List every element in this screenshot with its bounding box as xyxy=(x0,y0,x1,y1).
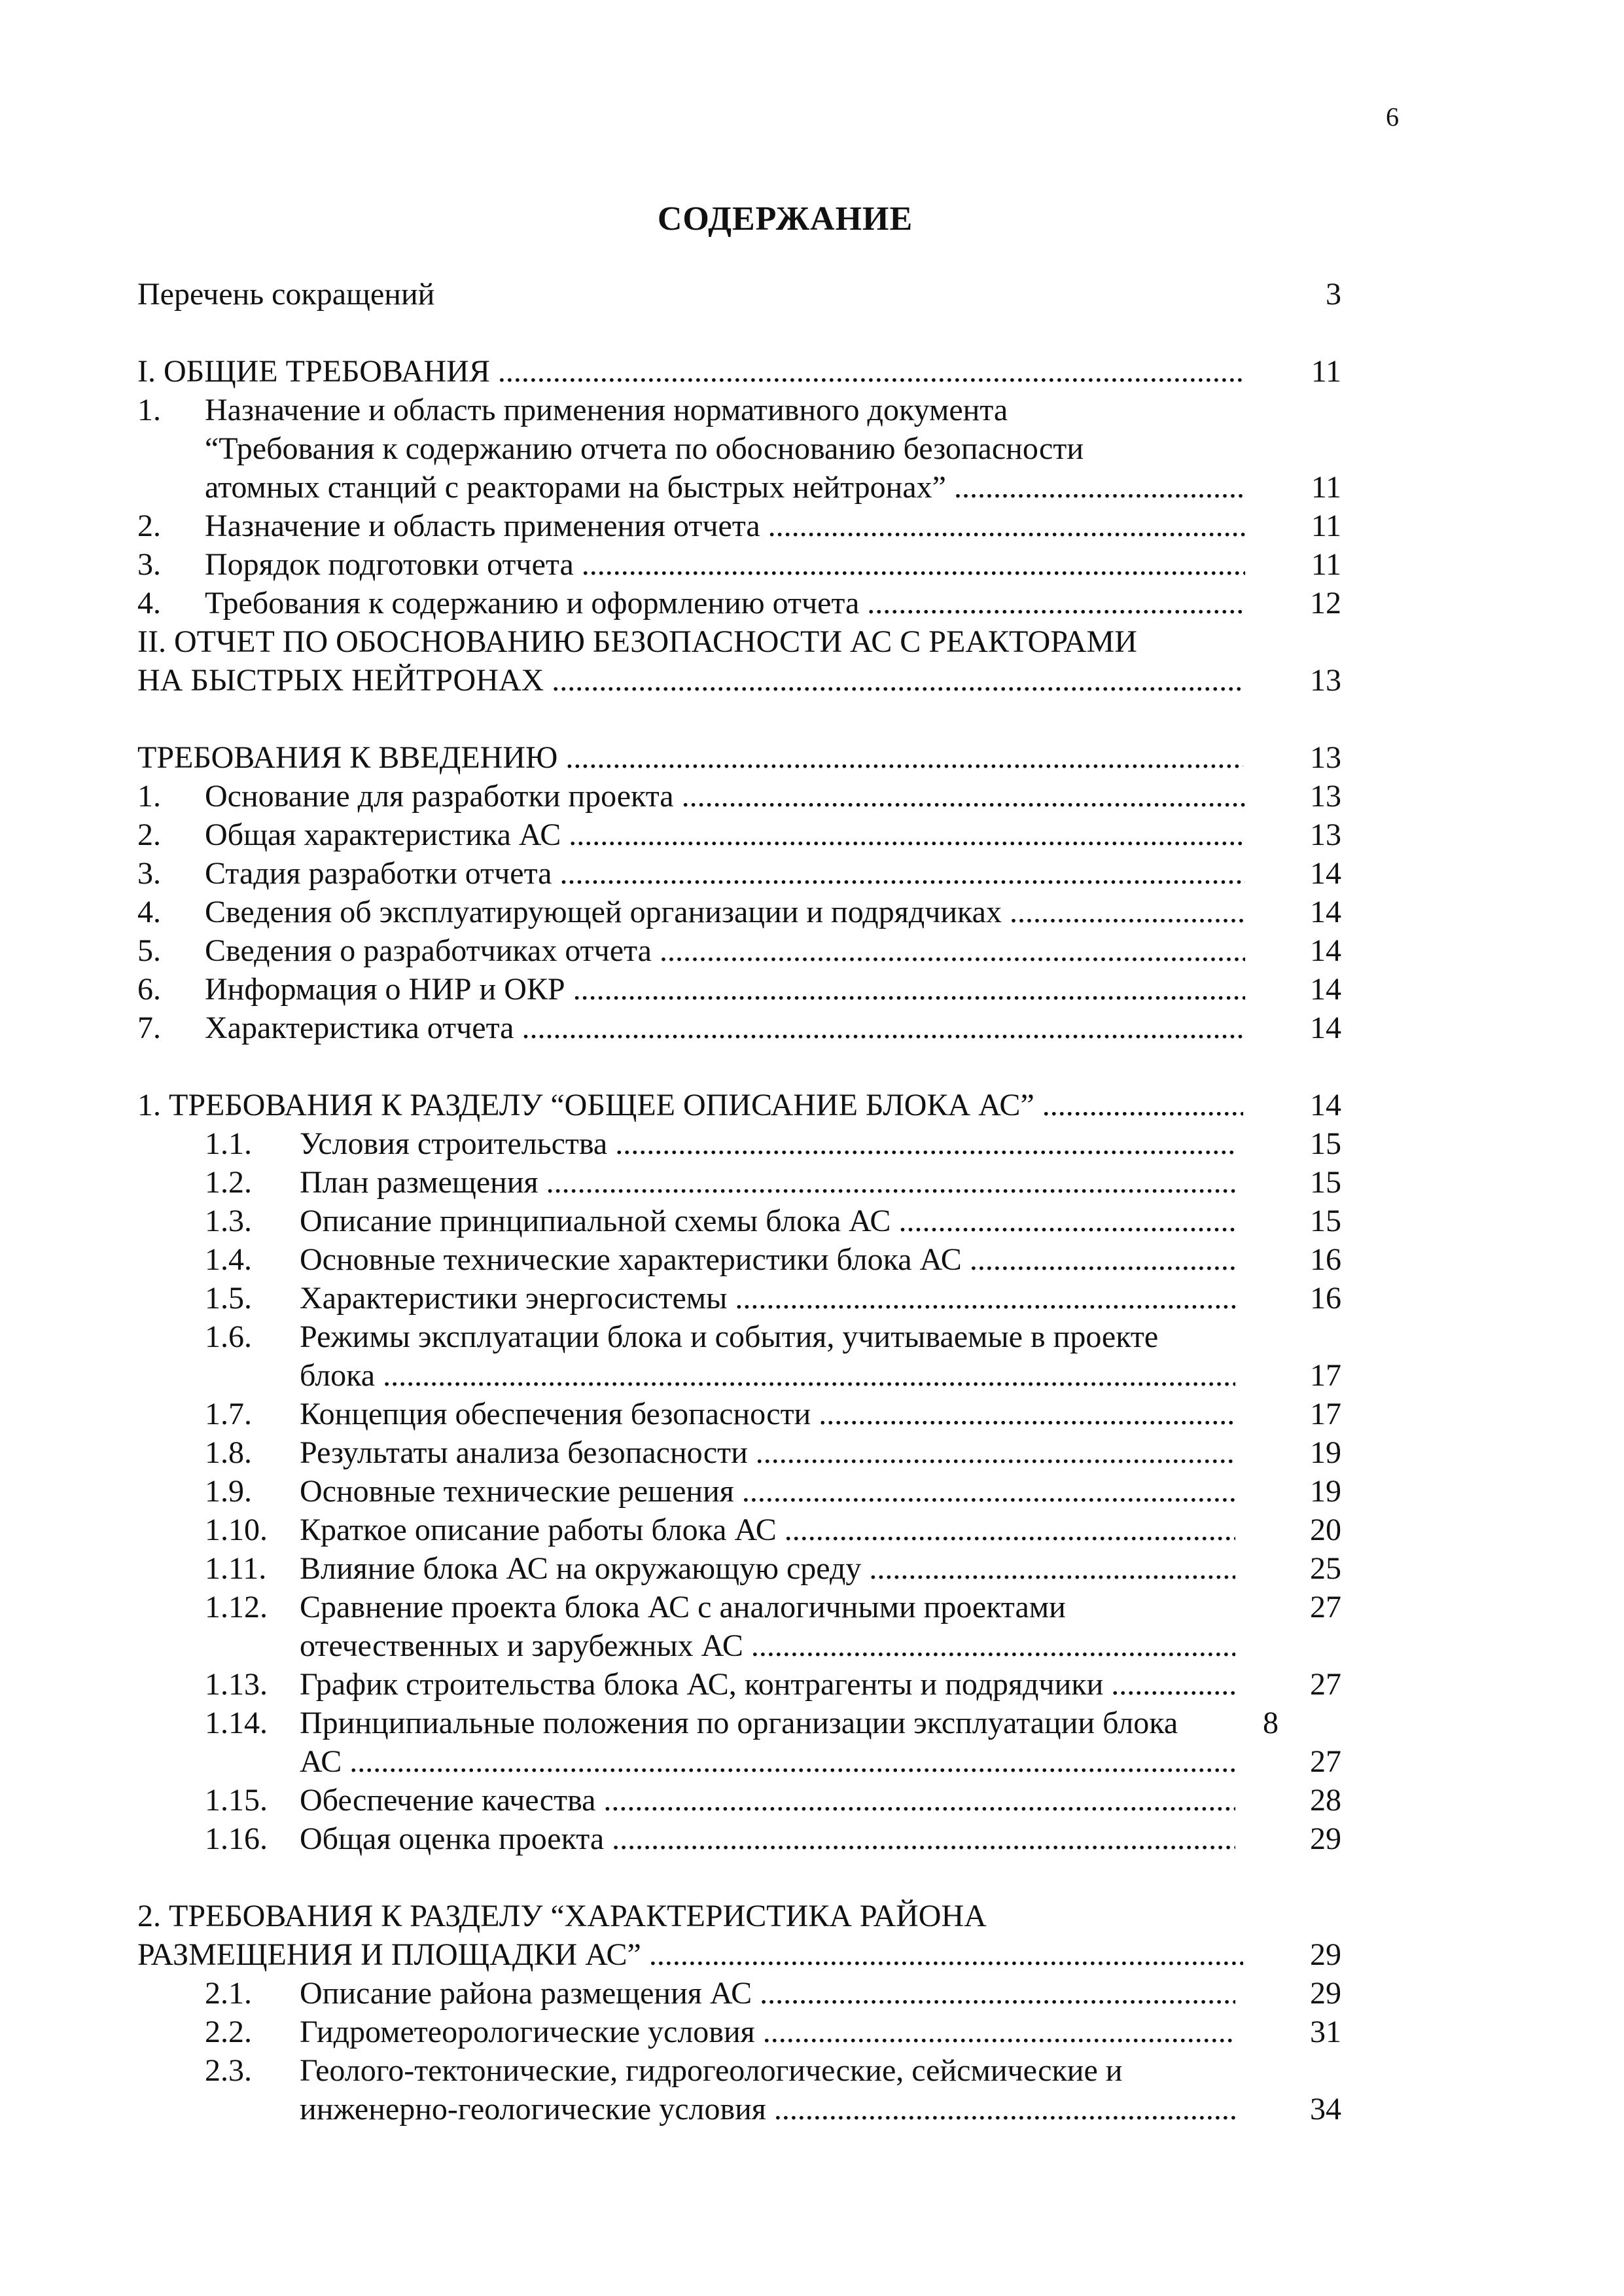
toc-entry-page: 29 xyxy=(1310,1937,1341,1972)
toc-entry-number: 7. xyxy=(137,1011,161,1045)
toc-entry xyxy=(0,1974,1624,2013)
toc-entry-number: 1. xyxy=(137,779,161,814)
toc-entry-page: 14 xyxy=(1310,856,1341,891)
toc-entry-title: Порядок подготовки отчета ..... xyxy=(205,545,1245,584)
toc-entry-page: 27 xyxy=(1310,1744,1341,1779)
toc-entry-title: Концепция обеспечения безопасности ..... xyxy=(300,1395,1235,1433)
table-of-contents xyxy=(0,275,1624,2128)
toc-entry xyxy=(0,1279,1624,1318)
toc-entry xyxy=(0,1318,1624,1356)
toc-entry-page: 11 xyxy=(1311,547,1341,582)
toc-entry-title: Требования к содержанию и оформлению отчета ..... xyxy=(205,584,1245,622)
toc-entry-title: II. ОТЧЕТ ПО ОБОСНОВАНИЮ БЕЗОПАСНОСТИ АС С РЕАКТОРАМИ xyxy=(137,624,1137,659)
toc-entry-page: 15 xyxy=(1310,1126,1341,1161)
toc-entry-title: Общая оценка проекта ..... xyxy=(300,1820,1235,1858)
toc-entry xyxy=(0,2013,1624,2051)
toc-entry-page: 11 xyxy=(1311,509,1341,543)
toc-entry-page: 27 xyxy=(1310,1590,1341,1624)
toc-entry xyxy=(0,1704,1624,1742)
toc-entry-title: 2. ТРЕБОВАНИЯ К РАЗДЕЛУ “ХАРАКТЕРИСТИКА РАЙОНА xyxy=(137,1899,987,1933)
toc-entry-page: 3 xyxy=(1326,277,1341,312)
toc-entry xyxy=(0,545,1624,584)
toc-entry xyxy=(0,1124,1624,1163)
toc-entry-page: 14 xyxy=(1310,895,1341,929)
toc-entry-title: Принципиальные положения по организации эксплуатации блока xyxy=(300,1706,1178,1740)
toc-entry xyxy=(0,1549,1624,1588)
toc-entry xyxy=(0,1433,1624,1472)
toc-entry-number: 1.4. xyxy=(205,1242,252,1277)
toc-entry xyxy=(0,854,1624,893)
toc-entry-title: Основные технические решения ..... xyxy=(300,1472,1235,1511)
toc-entry xyxy=(0,352,1624,391)
toc-entry-number: 5. xyxy=(137,933,161,968)
toc-entry xyxy=(0,738,1624,777)
toc-entry-number: 1.12. xyxy=(205,1590,268,1624)
toc-entry-number: 3. xyxy=(137,856,161,891)
toc-entry-page: 19 xyxy=(1310,1435,1341,1470)
toc-entry-number: 1.5. xyxy=(205,1281,252,1316)
toc-entry-page: 14 xyxy=(1310,972,1341,1007)
toc-entry xyxy=(0,1163,1624,1202)
toc-entry-page: 17 xyxy=(1310,1397,1341,1431)
toc-entry-page: 14 xyxy=(1310,933,1341,968)
toc-entry xyxy=(0,1009,1624,1047)
toc-entry-number: 1.11. xyxy=(205,1551,267,1586)
toc-entry-number: 1. xyxy=(137,393,161,427)
toc-entry-page: 16 xyxy=(1310,1242,1341,1277)
page-number: 6 xyxy=(1386,102,1399,132)
toc-entry-page: 34 xyxy=(1310,2092,1341,2126)
toc-entry-title: Геолого-тектонические, гидрогеологические, сейсмические и xyxy=(300,2053,1123,2088)
toc-entry-number: 1.14. xyxy=(205,1706,268,1740)
toc-entry-title: Основание для разработки проекта ..... xyxy=(205,777,1245,816)
toc-entry-extra-mark: 8 xyxy=(1263,1706,1279,1740)
toc-entry xyxy=(0,1588,1624,1626)
toc-entry-number: 1.10. xyxy=(205,1513,268,1547)
toc-entry xyxy=(0,893,1624,931)
toc-entry xyxy=(0,970,1624,1009)
toc-entry-page: 14 xyxy=(1310,1011,1341,1045)
toc-entry-title: Назначение и область применения отчета ..... xyxy=(205,507,1245,545)
toc-entry-number: 1.7. xyxy=(205,1397,252,1431)
toc-entry-title: НА БЫСТРЫХ НЕЙТРОНАХ ..... xyxy=(137,661,1243,700)
toc-entry-title: Характеристики энергосистемы ..... xyxy=(300,1279,1235,1318)
toc-entry-title: Обеспечение качества ..... xyxy=(300,1781,1235,1820)
toc-entry xyxy=(0,1781,1624,1820)
toc-entry xyxy=(0,816,1624,854)
toc-entry-title: Гидрометеорологические условия ..... xyxy=(300,2013,1235,2051)
toc-entry-number: 1.9. xyxy=(205,1474,252,1509)
toc-entry xyxy=(0,1742,1624,1781)
toc-entry-title: отечественных и зарубежных АС ..... xyxy=(300,1626,1235,1665)
toc-entry-number: 2. xyxy=(137,817,161,852)
toc-entry-page: 31 xyxy=(1310,2015,1341,2049)
toc-entry-title: Общая характеристика АС ..... xyxy=(205,816,1245,854)
toc-entry-title: Условия строительства ..... xyxy=(300,1124,1235,1163)
toc-entry-page: 13 xyxy=(1310,740,1341,775)
toc-entry-page: 15 xyxy=(1310,1204,1341,1238)
toc-entry xyxy=(0,1472,1624,1511)
toc-entry-page: 19 xyxy=(1310,1474,1341,1509)
toc-entry-title: атомных станций с реакторами на быстрых нейтронах” ..... xyxy=(205,468,1245,507)
toc-entry xyxy=(0,622,1624,661)
toc-entry xyxy=(0,1665,1624,1704)
toc-entry xyxy=(0,1626,1624,1665)
toc-entry xyxy=(0,1240,1624,1279)
toc-entry xyxy=(0,1086,1624,1124)
toc-entry xyxy=(0,2090,1624,2128)
toc-entry-page: 12 xyxy=(1310,586,1341,620)
toc-entry-number: 1.13. xyxy=(205,1667,268,1702)
toc-entry xyxy=(0,507,1624,545)
toc-entry xyxy=(0,931,1624,970)
toc-entry-title: Описание принципиальной схемы блока АС ..... xyxy=(300,1202,1235,1240)
toc-entry xyxy=(0,1356,1624,1395)
toc-entry-title: “Требования к содержанию отчета по обоснованию безопасности xyxy=(205,431,1084,466)
toc-entry-number: 1.3. xyxy=(205,1204,252,1238)
toc-entry-title: Влияние блока АС на окружающую среду ..... xyxy=(300,1549,1235,1588)
toc-entry-page: 16 xyxy=(1310,1281,1341,1316)
toc-entry xyxy=(0,391,1624,429)
toc-entry-title: Режимы эксплуатации блока и события, учитываемые в проекте xyxy=(300,1319,1159,1354)
toc-entry-number: 6. xyxy=(137,972,161,1007)
toc-entry xyxy=(0,1897,1624,1935)
toc-entry-title: Стадия разработки отчета ..... xyxy=(205,854,1245,893)
toc-entry xyxy=(0,661,1624,700)
toc-entry-number: 4. xyxy=(137,586,161,620)
page-title: СОДЕРЖАНИЕ xyxy=(657,200,913,238)
toc-entry xyxy=(0,468,1624,507)
toc-entry-number: 1.15. xyxy=(205,1783,268,1818)
toc-entry-title: I. ОБЩИЕ ТРЕБОВАНИЯ ..... xyxy=(137,352,1243,391)
toc-entry-number: 3. xyxy=(137,547,161,582)
toc-entry-number: 1.16. xyxy=(205,1821,268,1856)
toc-entry-title: Информация о НИР и ОКР ..... xyxy=(205,970,1245,1009)
toc-entry-number: 1.6. xyxy=(205,1319,252,1354)
toc-entry xyxy=(0,1935,1624,1974)
toc-entry xyxy=(0,777,1624,816)
toc-entry-title: РАЗМЕЩЕНИЯ И ПЛОЩАДКИ АС” ..... xyxy=(137,1935,1243,1974)
toc-entry-number: 1.1. xyxy=(205,1126,252,1161)
toc-entry xyxy=(0,275,1624,314)
toc-entry-title: Назначение и область применения нормативного документа xyxy=(205,393,1008,427)
toc-entry-page: 15 xyxy=(1310,1165,1341,1200)
toc-entry-number: 2.1. xyxy=(205,1976,252,2011)
toc-entry-title: 1. ТРЕБОВАНИЯ К РАЗДЕЛУ “ОБЩЕЕ ОПИСАНИЕ БЛОКА АС” ..... xyxy=(137,1086,1243,1124)
toc-entry-title: Сведения об эксплуатирующей организации и подрядчиках ..... xyxy=(205,893,1245,931)
toc-entry-page: 14 xyxy=(1310,1088,1341,1122)
toc-entry-page: 11 xyxy=(1311,354,1341,389)
toc-entry-title: Результаты анализа безопасности ..... xyxy=(300,1433,1235,1472)
toc-entry-page: 13 xyxy=(1310,817,1341,852)
toc-entry-page: 11 xyxy=(1311,470,1341,505)
toc-entry xyxy=(0,1511,1624,1549)
toc-entry-title: Краткое описание работы блока АС ..... xyxy=(300,1511,1235,1549)
toc-entry-title: Сведения о разработчиках отчета ..... xyxy=(205,931,1245,970)
toc-entry-page: 13 xyxy=(1310,779,1341,814)
toc-entry-page: 29 xyxy=(1310,1976,1341,2011)
toc-entry xyxy=(0,429,1624,468)
toc-entry xyxy=(0,1820,1624,1858)
toc-entry xyxy=(0,1202,1624,1240)
toc-entry-number: 4. xyxy=(137,895,161,929)
toc-entry-title: инженерно-геологические условия ..... xyxy=(300,2090,1235,2128)
toc-entry-number: 1.8. xyxy=(205,1435,252,1470)
toc-entry-title: Перечень сокращений xyxy=(137,277,435,312)
toc-entry-page: 28 xyxy=(1310,1783,1341,1818)
toc-entry-number: 2.2. xyxy=(205,2015,252,2049)
toc-entry-title: Описание района размещения АС ..... xyxy=(300,1974,1235,2013)
toc-entry-page: 13 xyxy=(1310,663,1341,698)
toc-entry-page: 27 xyxy=(1310,1667,1341,1702)
toc-entry-title: АС ..... xyxy=(300,1742,1235,1781)
toc-entry-title: Основные технические характеристики блока АС ..... xyxy=(300,1240,1235,1279)
toc-entry xyxy=(0,2051,1624,2090)
toc-entry-title: План размещения ..... xyxy=(300,1163,1235,1202)
toc-entry-title: Характеристика отчета ..... xyxy=(205,1009,1245,1047)
toc-entry xyxy=(0,1395,1624,1433)
toc-entry-number: 2.3. xyxy=(205,2053,252,2088)
toc-entry-page: 20 xyxy=(1310,1513,1341,1547)
toc-entry-page: 29 xyxy=(1310,1821,1341,1856)
toc-entry-number: 2. xyxy=(137,509,161,543)
toc-entry xyxy=(0,584,1624,622)
toc-entry-number: 1.2. xyxy=(205,1165,252,1200)
toc-entry-title: График строительства блока АС, контрагенты и подрядчики ..... xyxy=(300,1665,1235,1704)
toc-entry-page: 17 xyxy=(1310,1358,1341,1393)
toc-entry-page: 25 xyxy=(1310,1551,1341,1586)
toc-entry-title: ТРЕБОВАНИЯ К ВВЕДЕНИЮ ..... xyxy=(137,738,1243,777)
toc-entry-title: Сравнение проекта блока АС с аналогичными проектами xyxy=(300,1590,1066,1624)
toc-entry-title: блока ..... xyxy=(300,1356,1235,1395)
